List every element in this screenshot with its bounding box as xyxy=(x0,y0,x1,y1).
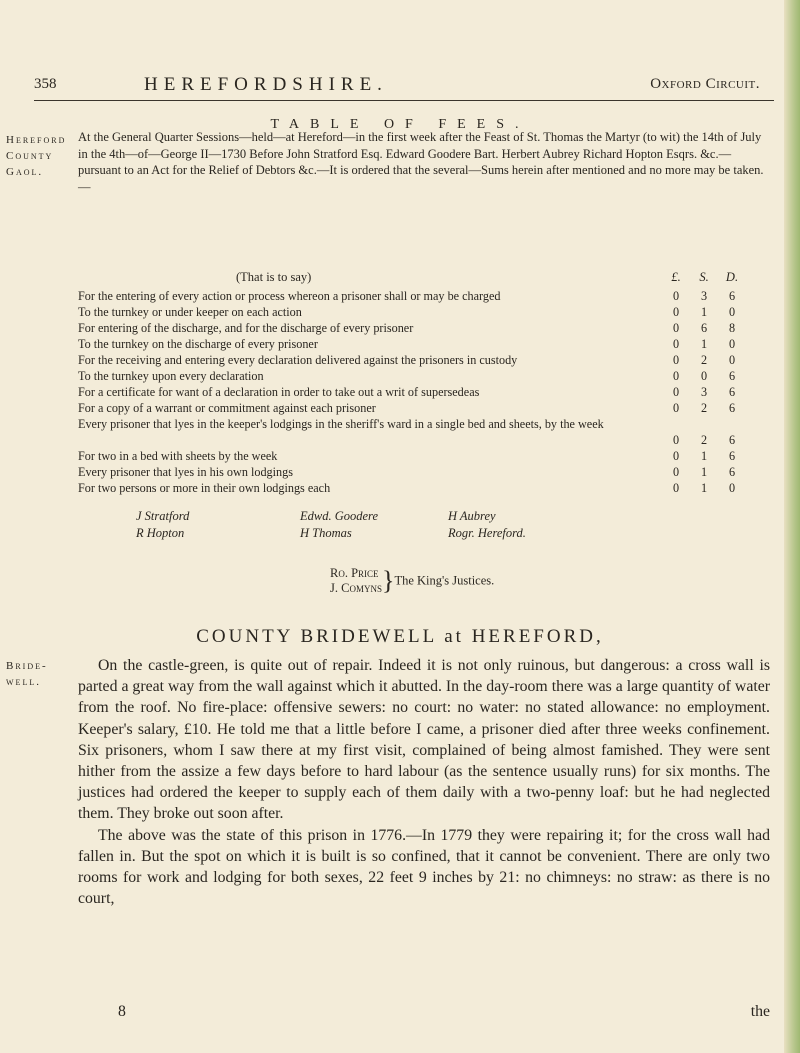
fee-row xyxy=(78,304,772,320)
running-title: HEREFORDSHIRE. xyxy=(144,74,388,95)
fee-shillings: 3 xyxy=(700,385,708,399)
fee-pence: 6 xyxy=(728,289,736,303)
fee-pence: 6 xyxy=(728,385,736,399)
header-rule xyxy=(34,100,774,101)
fee-description: Every prisoner that lyes in his own lodgings xyxy=(78,465,293,479)
fee-pence: 0 xyxy=(728,353,736,367)
margin-line: County xyxy=(6,150,54,162)
signature-mark: 8 xyxy=(118,1003,126,1020)
fee-pence: 6 xyxy=(728,433,736,447)
justices-block xyxy=(330,566,494,596)
that-is-to-say: (That is to say) xyxy=(236,270,312,284)
fee-shillings: 2 xyxy=(700,401,708,415)
signature: Rogr. Hereford. xyxy=(448,526,526,540)
fee-shillings: 2 xyxy=(700,353,708,367)
fee-row xyxy=(78,400,772,416)
order-intro xyxy=(78,129,770,195)
fee-row xyxy=(78,464,772,480)
fee-row xyxy=(78,368,772,384)
margin-note-gaol xyxy=(6,132,66,180)
signature: H Thomas xyxy=(300,526,352,540)
margin-line: well. xyxy=(6,676,41,688)
signature: H Aubrey xyxy=(448,509,496,523)
pence-header: D. xyxy=(725,270,739,284)
fee-pounds: 0 xyxy=(672,449,680,463)
fee-pence: 0 xyxy=(728,305,736,319)
fee-row xyxy=(78,448,772,464)
fee-description: To the turnkey on the discharge of every prisoner xyxy=(78,337,318,351)
fee-shillings: 0 xyxy=(700,369,708,383)
fee-pounds: 0 xyxy=(672,321,680,335)
fee-pounds: 0 xyxy=(672,289,680,303)
fee-pence: 6 xyxy=(728,369,736,383)
margin-line: Gaol. xyxy=(6,166,44,178)
signature: J Stratford xyxy=(136,509,190,523)
fee-row xyxy=(78,288,772,304)
fee-pounds: 0 xyxy=(672,337,680,351)
fee-row xyxy=(78,416,772,448)
fee-pence: 6 xyxy=(728,449,736,463)
fee-pounds: 0 xyxy=(672,401,680,415)
fee-shillings: 6 xyxy=(700,321,708,335)
pounds-header: £. xyxy=(671,270,681,284)
fee-pounds: 0 xyxy=(672,481,680,495)
fee-shillings: 2 xyxy=(700,433,708,447)
fee-table xyxy=(78,288,772,496)
catchword: the xyxy=(750,1003,770,1020)
fee-description: For two in a bed with sheets by the week xyxy=(78,449,278,463)
fee-pounds: 0 xyxy=(672,305,680,319)
fee-pence: 8 xyxy=(728,321,736,335)
fee-description: Every prisoner that lyes in the keeper's lodgings in the sheriff's ward in a single bed and sheets, by the week xyxy=(78,417,604,431)
fee-pounds: 0 xyxy=(672,385,680,399)
bridewell-text xyxy=(78,655,770,909)
circuit-label: Oxford Circuit. xyxy=(650,76,760,92)
fee-pence: 0 xyxy=(728,481,736,495)
fee-pounds: 0 xyxy=(672,433,680,447)
justice-name: J. Comyns xyxy=(330,581,382,595)
fee-shillings: 1 xyxy=(700,465,708,479)
fee-shillings: 1 xyxy=(700,337,708,351)
fee-row xyxy=(78,336,772,352)
fee-shillings: 1 xyxy=(700,449,708,463)
fee-description: For entering of the discharge, and for the discharge of every prisoner xyxy=(78,321,414,335)
brace-icon: } xyxy=(381,566,395,595)
fee-description: To the turnkey upon every declaration xyxy=(78,369,264,383)
paragraph: The above was the state of this prison in 1776.—In 1779 they were repairing it; for the cross wall had fallen in. But the spot on which it is built is so confined, that it cannot be convenient. There are only two rooms for work and lodging for both sexes, 22 feet 9 inches by 21: no chimneys: no straw: as there is no court, xyxy=(78,826,770,908)
margin-line: Hereford xyxy=(6,134,67,146)
fee-description: For the entering of every action or process whereon a prisoner shall or may be charged xyxy=(78,289,501,303)
justices-label: The King's Justices. xyxy=(394,573,495,588)
fee-description: For two persons or more in their own lodgings each xyxy=(78,481,331,495)
fee-row xyxy=(78,480,772,496)
fee-pounds: 0 xyxy=(672,465,680,479)
fee-description: For a copy of a warrant or commitment against each prisoner xyxy=(78,401,376,415)
fee-description: For the receiving and entering every declaration delivered against the prisoners in custody xyxy=(78,353,518,367)
fee-row xyxy=(78,320,772,336)
signature: R Hopton xyxy=(136,526,185,540)
currency-header xyxy=(662,270,772,285)
fee-pounds: 0 xyxy=(672,369,680,383)
page-edge xyxy=(784,0,800,1053)
signature: Edwd. Goodere xyxy=(300,509,378,523)
fee-pence: 6 xyxy=(728,401,736,415)
fee-row xyxy=(78,352,772,368)
page-number: 358 xyxy=(34,76,57,92)
fee-row xyxy=(78,384,772,400)
fee-description: For a certificate for want of a declaration in order to take out a writ of supersedeas xyxy=(78,385,480,399)
table-title: TABLE OF FEES. xyxy=(270,117,530,132)
shillings-header: S. xyxy=(699,270,709,284)
fee-shillings: 3 xyxy=(700,289,708,303)
order-text: At the General Quarter Sessions—held—at Hereford—in the first week after the Feast of St. Thomas the Martyr (to wit) the 14th of July in the 4th—of—George II—1730 Before John Stratford Esq. Edward Goodere Bart. Herbert Aubrey Richard Hopton Esqrs. &c.—pursuant to an Act for the Relief of Debtors &c.—It is ordered that the several—Sums herein after mentioned and no more may be taken.— xyxy=(78,130,764,194)
fee-description: To the turnkey or under keeper on each action xyxy=(78,305,302,319)
fee-shillings: 1 xyxy=(700,305,708,319)
margin-note-bridewell xyxy=(6,658,48,690)
justice-name: Ro. Price xyxy=(330,566,379,580)
paragraph: On the castle-green, is quite out of repair. Indeed it is not only ruinous, but dangerous: a cross wall is parted a great way from the wall against which it abutted. In the day-room there was a large quantity of water from the roof. No fire-place: offensive sewers: no court: no water: no stated allowance: no employment. Keeper's salary, £10. He told me that a little before I came, a prisoner died after three weeks confinement. Six prisoners, whom I saw there at my first visit, complained of being almost famished. They were sent hither from the assize a few days before to hard labour (as the sentence usually runs) for six months. The justices had ordered the keeper to supply each of them daily with a two-penny loaf: but he had neglected them. They broke out soon after. xyxy=(78,657,770,823)
fee-shillings: 1 xyxy=(700,481,708,495)
fee-pounds: 0 xyxy=(672,353,680,367)
running-header xyxy=(34,76,774,106)
fee-pence: 6 xyxy=(728,465,736,479)
margin-line: Bride- xyxy=(6,660,48,672)
section-title: COUNTY BRIDEWELL at HEREFORD, xyxy=(196,626,604,647)
fee-pence: 0 xyxy=(728,337,736,351)
